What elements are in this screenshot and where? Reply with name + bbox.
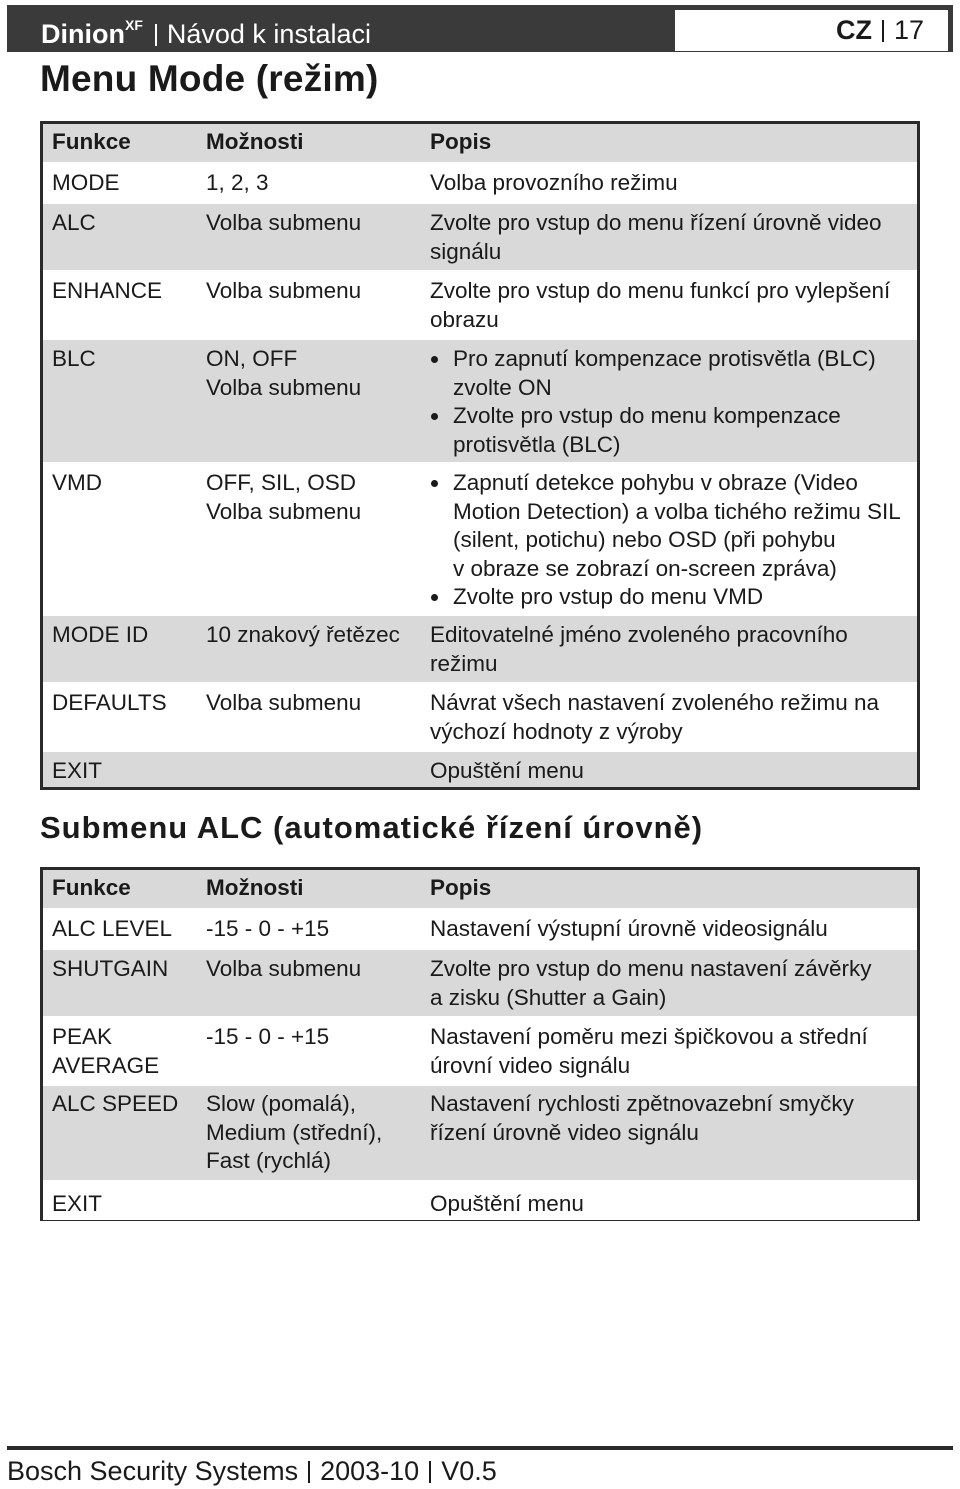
footer-divider <box>7 1446 953 1450</box>
table-row <box>43 462 917 614</box>
cell-line: Medium (střední), <box>206 1119 383 1145</box>
cell-line: Volba submenu <box>206 374 362 400</box>
cell-funkce: MODE <box>52 170 120 195</box>
language-code: CZ <box>835 15 872 45</box>
page-header <box>7 5 953 52</box>
cell-moznosti: Volba submenu <box>206 278 362 303</box>
cell-line: výchozí hodnoty z výroby <box>430 718 683 744</box>
cell-line: signálu <box>430 238 502 264</box>
brand-superscript: XF <box>124 17 143 33</box>
bullet-line: zvolte ON <box>453 374 552 400</box>
cell-funkce: EXIT <box>52 1191 103 1216</box>
table-row <box>43 948 917 1016</box>
bullet-item <box>430 469 909 583</box>
table-row <box>43 908 917 948</box>
cell-moznosti <box>198 345 422 462</box>
cell-line: řízení úrovně video signálu <box>430 1119 699 1145</box>
bullet-line: protisvětla (BLC) <box>453 431 621 457</box>
header-moznosti: Možnosti <box>206 875 304 900</box>
cell-line: Volba submenu <box>206 498 362 524</box>
bullet-line: (silent, potichu) nebo OSD (při pohybu <box>453 527 836 552</box>
cell-popis <box>422 689 917 750</box>
header-popis: Popis <box>430 875 492 900</box>
bullet-line: Zvolte pro vstup do menu kompenzace <box>453 403 841 428</box>
cell-line: Fast (rychlá) <box>206 1148 332 1173</box>
cell-funkce <box>43 1023 198 1084</box>
cell-moznosti: Volba submenu <box>206 690 362 715</box>
cell-line: Návrat všech nastavení zvoleného režimu na <box>430 690 879 715</box>
cell-line: Nastavení rychlosti zpětnovazební smyčky <box>430 1091 854 1116</box>
cell-moznosti: Volba submenu <box>206 956 362 981</box>
cell-funkce: BLC <box>52 346 96 371</box>
cell-line: AVERAGE <box>52 1052 160 1078</box>
cell-popis: Nastavení výstupní úrovně videosignálu <box>430 916 828 941</box>
cell-popis <box>422 277 917 338</box>
cell-moznosti: 10 znakový řetězec <box>206 622 400 647</box>
bullet-item <box>430 402 909 459</box>
bullet-list <box>430 345 909 459</box>
cell-line: Editovatelné jméno zvoleného pracovního <box>430 622 848 647</box>
cell-funkce: ENHANCE <box>52 278 163 303</box>
page-footer <box>7 1455 497 1487</box>
cell-moznosti: -15 - 0 - +15 <box>206 1024 330 1049</box>
cell-popis <box>422 955 917 1016</box>
cell-line: OFF, SIL, OSD <box>206 470 357 495</box>
cell-funkce: ALC SPEED <box>52 1091 179 1116</box>
cell-funkce: DEFAULTS <box>52 690 167 715</box>
cell-popis <box>422 209 917 270</box>
cell-line: Nastavení poměru mezi špičkovou a střední <box>430 1024 868 1049</box>
cell-line: Zvolte pro vstup do menu funkcí pro vylepšení <box>430 278 891 303</box>
cell-moznosti: -15 - 0 - +15 <box>206 916 330 941</box>
cell-line: Zvolte pro vstup do menu nastavení závěrky <box>430 956 872 981</box>
cell-popis <box>422 621 917 682</box>
cell-funkce: MODE ID <box>52 622 149 647</box>
footer-date: 2003-10 <box>320 1456 420 1486</box>
cell-popis <box>422 345 917 462</box>
table-row <box>43 1084 917 1180</box>
cell-line: a zisku (Shutter a Gain) <box>430 984 667 1010</box>
footer-company: Bosch Security Systems <box>7 1456 299 1486</box>
cell-popis <box>422 469 917 614</box>
header-page-block <box>675 10 948 51</box>
cell-moznosti: 1, 2, 3 <box>206 170 269 195</box>
cell-line: Slow (pomalá), <box>206 1091 357 1116</box>
header-separator <box>882 20 884 42</box>
header-moznosti: Možnosti <box>206 129 304 154</box>
cell-line: Zvolte pro vstup do menu řízení úrovně video <box>430 210 882 235</box>
table-row <box>43 614 917 682</box>
table-row <box>43 270 917 338</box>
cell-moznosti: Volba submenu <box>206 210 362 235</box>
cell-funkce: ALC <box>52 210 96 235</box>
page-title: Menu Mode (režim) <box>40 58 379 99</box>
header-funkce: Funkce <box>52 129 131 154</box>
cell-moznosti <box>198 469 422 614</box>
bullet-line: Pro zapnutí kompenzace protisvětla (BLC) <box>453 346 876 371</box>
cell-moznosti <box>198 1090 422 1180</box>
cell-line: PEAK <box>52 1024 113 1049</box>
cell-line: režimu <box>430 650 498 676</box>
bullet-line: Motion Detection) a volba tichého režimu SIL <box>453 498 901 524</box>
bullet-line: Zapnutí detekce pohybu v obraze (Video <box>453 470 858 495</box>
section-title: Submenu ALC (automatické řízení úrovně) <box>40 810 704 845</box>
table-row <box>43 1016 917 1084</box>
cell-funkce: VMD <box>52 470 102 495</box>
bullet-item <box>430 345 909 402</box>
cell-funkce: EXIT <box>52 758 103 783</box>
manual-title: Návod k instalaci <box>166 19 371 49</box>
table-row <box>43 202 917 270</box>
table-row <box>43 338 917 462</box>
bullet-line: Zvolte pro vstup do menu VMD <box>453 584 764 609</box>
cell-funkce: SHUTGAIN <box>52 956 169 981</box>
mode-menu-table <box>40 121 920 790</box>
page-number: 17 <box>893 15 924 45</box>
footer-separator <box>429 1461 431 1483</box>
table-row <box>43 1180 917 1220</box>
alc-submenu-table <box>40 867 920 1221</box>
cell-moznosti <box>198 757 422 787</box>
cell-popis <box>422 1090 917 1180</box>
cell-popis: Opuštění menu <box>430 1191 584 1216</box>
table-row <box>43 682 917 750</box>
cell-funkce: ALC LEVEL <box>52 916 173 941</box>
bullet-line: v obraze se zobrazí on-screen zpráva) <box>453 555 837 581</box>
header-title-block <box>41 5 371 52</box>
cell-line: obrazu <box>430 306 499 332</box>
header-popis: Popis <box>430 129 492 154</box>
cell-line: úrovní video signálu <box>430 1052 631 1078</box>
footer-version: V0.5 <box>441 1456 497 1486</box>
cell-popis: Opuštění menu <box>430 758 584 783</box>
cell-line: ON, OFF <box>206 346 298 371</box>
brand-name: Dinion <box>41 19 125 49</box>
cell-popis: Volba provozního režimu <box>430 170 678 195</box>
table-row <box>43 162 917 202</box>
bullet-list <box>430 469 909 612</box>
footer-separator <box>308 1461 310 1483</box>
table-header-row <box>43 870 917 908</box>
table-row <box>43 750 917 787</box>
header-funkce: Funkce <box>52 875 131 900</box>
cell-popis <box>422 1023 917 1084</box>
cell-moznosti <box>198 1190 422 1220</box>
bullet-item <box>430 583 909 612</box>
header-separator <box>155 24 157 46</box>
table-header-row <box>43 124 917 162</box>
